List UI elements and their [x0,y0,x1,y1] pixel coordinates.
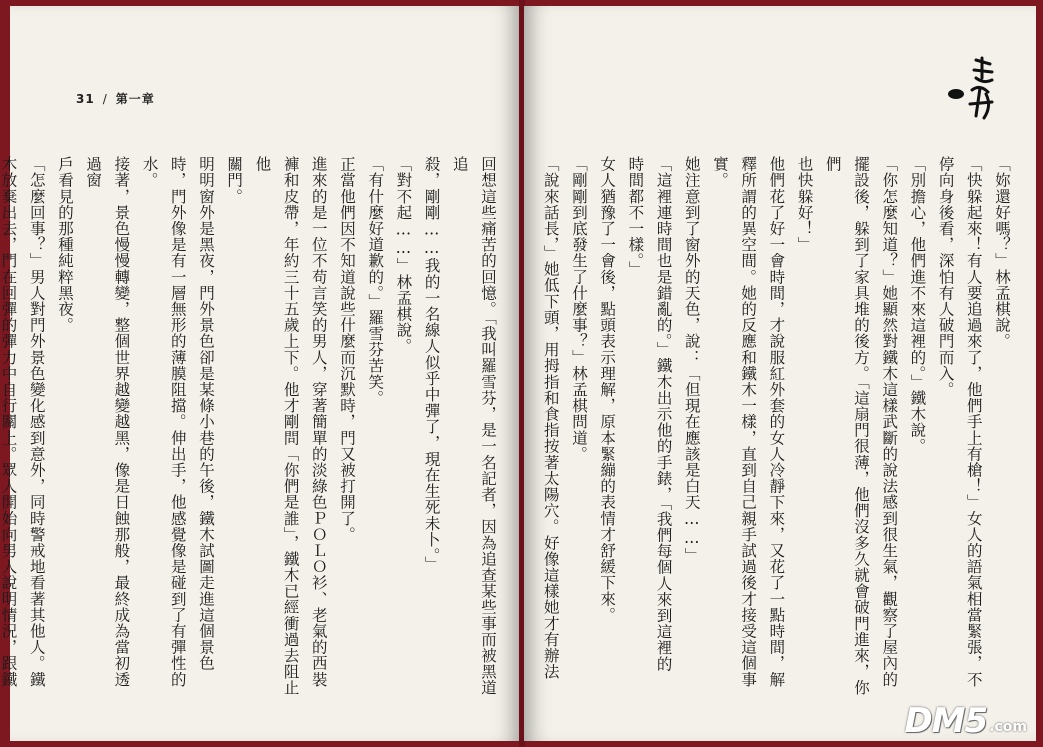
paragraph: 正當他們因不知道說些什麼而沉默時，門又被打開了。 [337,156,356,543]
page-header [76,90,155,107]
paragraph: 木放棄出去，門在回彈的彈力中自行關上。眾人開始向男人說明情況，跟鐵 [0,156,18,688]
paragraph: 停向身後看，深怕有人破門而入。 [936,156,955,398]
paragraph: 釋所謂的異空間。她的反應和鐵木一樣，直到自己親手試過後才接受這個事實。 [710,156,758,688]
paragraph: 接著，景色慢慢轉變，整個世界越變越黑，像是日蝕那般，最終成為當初透過窗 [84,156,131,688]
paragraph: 「你怎麼知道？」她顯然對鐵木這樣武斷的說法感到很生氣，觀察了屋內的 [880,156,899,688]
paragraph: 擺設後，躲到了家具堆的後方。「這扇門很薄，他們沒多久就會破門進來，你們 [823,156,870,696]
paragraph: 「有什麼好道歉的。」羅雪芬苦笑。 [366,156,385,406]
paragraph: 他們花了好一會時間，才說服紅外套的女人冷靜下來，又花了一點時間，解 [767,156,786,688]
paragraph: 「剛剛到底發生了什麼事？」林孟棋問道。 [569,156,588,462]
chapter-title: 第一章 [115,92,155,106]
right-body-text [541,156,1016,696]
watermark-suffix: .com [989,719,1027,735]
paragraph: 明明窗外是黑夜，門外景色卻是某條小巷的午後，鐵木試圖走進這個景色 [196,156,215,672]
left-page [0,6,520,741]
paragraph: 回想這些痛苦的回憶。「我叫羅雪芬，是一名記者，因為追查某些事而被黑道追 [450,156,497,696]
left-body-text [0,156,502,696]
paragraph: 時，門外像是有一層無形的薄膜阻擋。伸出手，他感覺像是碰到了有彈性的水。 [140,156,187,688]
paragraph: 「快躲起來！有人要追過來了，他們手上有槍！」女人的語氣相當緊張，不 [964,156,983,688]
paragraph: 「說來話長，」她低下頭，用拇指和食指按著太陽穴。好像這樣她才有辦法 [541,156,560,680]
paragraph: 進來的是一位不苟言笑的男人，穿著簡單的淡綠色ＰＯＬＯ衫、老氣的西裝 [309,156,328,688]
paragraph: 女人猶豫了一會後，點頭表示理解，原本緊繃的表情才舒緩下來。 [598,156,617,623]
paragraph: 戶看見的那種純粹黑夜。 [55,156,74,334]
paragraph: 「這裡連時間也是錯亂的。」鐵木出示他的手錶，「我們每個人來到這裡的 [654,156,673,672]
watermark-brand: DM5 [904,701,988,741]
paragraph: 時間都不一樣。」 [626,156,645,278]
book-logo-icon [946,54,996,124]
paragraph: 也快躲好！」 [795,156,814,253]
paragraph: 「對不起……」林孟棋說。 [394,156,413,355]
paragraph: 「怎麼回事？」男人對門外景色變化感到意外，同時警戒地看著其他人。鐵 [27,156,46,688]
paragraph: 關門。 [225,156,244,205]
paragraph: 殺，剛剛……我的一名線人似乎中彈了，現在生死未卜。」 [422,156,441,572]
right-page [524,6,1036,741]
site-watermark [904,701,1027,741]
paragraph: 褲和皮帶，年約三十五歲上下。他才剛問「你們是誰」，鐵木已經衝過去阻止他 [253,156,300,696]
page-number: 31 [76,92,95,106]
paragraph: 「妳還好嗎？」林孟棋說。 [993,156,1011,350]
header-separator: / [102,92,108,106]
paragraph: 她注意到了窗外的天色，說：「但現在應該是白天……」 [682,156,701,564]
paragraph: 「別擔心，他們進不來這裡的。」鐵木說。 [908,156,927,455]
